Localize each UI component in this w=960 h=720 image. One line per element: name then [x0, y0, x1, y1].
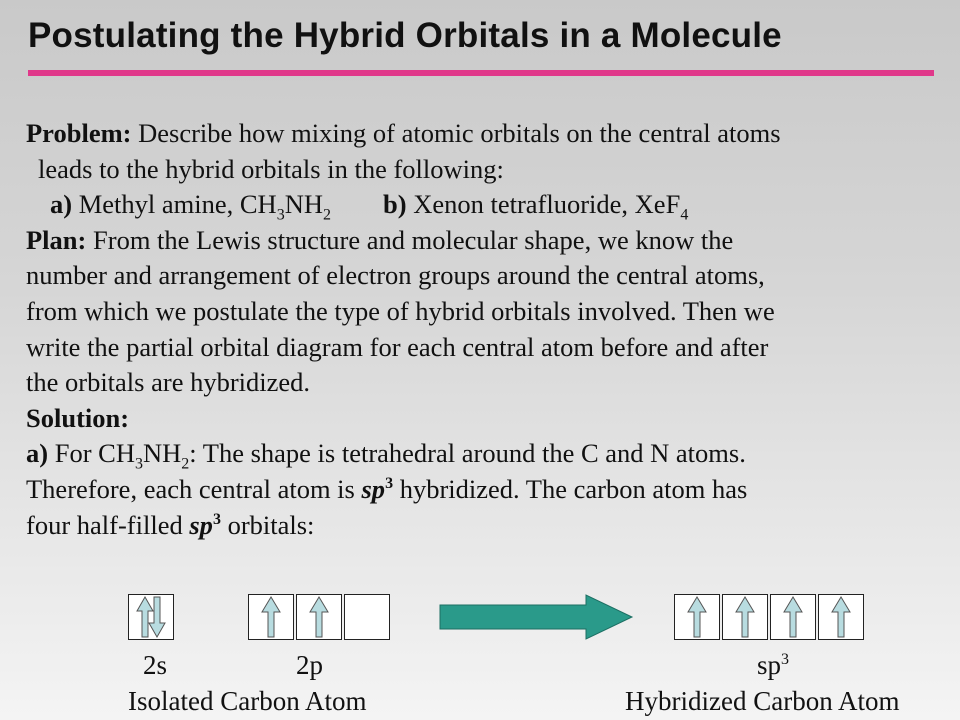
solution-a-sub-2: 2 — [181, 455, 190, 473]
solution-line2-post: hybridized. The carbon atom has — [393, 473, 748, 504]
solution-line2-pre: Therefore, each central atom is — [26, 473, 362, 504]
paired-electrons-icon — [129, 595, 173, 639]
solution-a-label: a) — [26, 438, 49, 469]
slide-body — [26, 116, 941, 543]
problem-text-1: Describe how mixing of atomic orbitals on the central atoms — [131, 118, 781, 148]
problem-line-2 — [26, 152, 941, 188]
plan-line-5 — [26, 365, 941, 401]
solution-line3-sp: sp — [189, 509, 213, 540]
solution-line-1 — [26, 436, 941, 472]
caption-isolated: Isolated Carbon Atom — [128, 686, 367, 716]
up-electron-icon — [819, 595, 863, 639]
label-2s: 2s — [143, 650, 168, 680]
solution-line2-sup: 3 — [385, 475, 394, 493]
problem-b-text: Xenon tetrafluoride, XeF — [406, 189, 681, 220]
orbital-box-2p-1 — [248, 594, 294, 640]
plan-text-5: the orbitals are hybridized. — [26, 367, 311, 398]
plan-text-2: number and arrangement of electron groups around the central atoms, — [26, 260, 765, 291]
problem-a-sub-2: 2 — [322, 206, 331, 224]
plan-line-4 — [26, 330, 941, 366]
orbital-box-2s — [128, 594, 174, 640]
problem-label: Problem: — [26, 118, 132, 148]
label-2p: 2p — [296, 650, 323, 680]
plan-text-1: From the Lewis structure and molecular shape, we know the — [86, 224, 734, 255]
problem-a-label: a) — [50, 189, 73, 220]
up-electron-icon — [297, 595, 341, 639]
solution-a-sub-1: 3 — [134, 455, 143, 473]
orbital-box-sp3-4 — [818, 594, 864, 640]
problem-b-sub: 4 — [680, 206, 689, 224]
solution-line3-pre: four half-filled — [26, 509, 190, 540]
orbital-box-2p-3 — [344, 594, 390, 640]
label-sp3 — [757, 650, 789, 681]
title-underline — [28, 70, 934, 76]
label-sp3-sup: 3 — [781, 651, 790, 668]
orbital-box-sp3-3 — [770, 594, 816, 640]
plan-text-3: from which we postulate the type of hybrid orbitals involved. Then we — [26, 295, 775, 326]
problem-line-3 — [26, 187, 941, 223]
page-title: Postulating the Hybrid Orbitals in a Molecule — [28, 16, 782, 55]
solution-line-2 — [26, 472, 941, 508]
problem-a-text: Methyl amine, CH — [72, 189, 277, 220]
solution-line3-sup: 3 — [212, 510, 221, 528]
plan-text-4: write the partial orbital diagram for each central atom before and after — [26, 331, 769, 362]
hybridization-arrow-icon — [438, 593, 638, 643]
solution-a-text-1: For CH — [48, 438, 135, 469]
orbital-sp3-row — [674, 594, 866, 640]
up-electron-icon — [723, 595, 767, 639]
orbital-box-2p-2 — [296, 594, 342, 640]
orbital-2p-row — [248, 594, 392, 640]
orbital-box-sp3-1 — [674, 594, 720, 640]
solution-line3-post: orbitals: — [220, 509, 315, 540]
up-electron-icon — [771, 595, 815, 639]
up-electron-icon — [675, 595, 719, 639]
plan-line-3 — [26, 294, 941, 330]
plan-label: Plan: — [26, 224, 87, 255]
orbital-2s-row — [128, 594, 176, 640]
problem-line-1 — [26, 116, 941, 152]
up-electron-icon — [249, 595, 293, 639]
plan-line-1 — [26, 223, 941, 259]
solution-line-0 — [26, 401, 941, 437]
label-sp3-text: sp — [757, 650, 782, 680]
problem-b-label: b) — [382, 189, 407, 220]
solution-line2-sp: sp — [361, 473, 386, 504]
plan-line-2 — [26, 258, 941, 294]
caption-hybridized: Hybridized Carbon Atom — [625, 686, 900, 716]
solution-line-3 — [26, 508, 941, 544]
problem-text-2: leads to the hybrid orbitals in the following: — [38, 153, 504, 184]
solution-label: Solution: — [26, 402, 130, 433]
solution-a-text-2: NH — [142, 438, 182, 469]
solution-a-text-3: : The shape is tetrahedral around the C and N atoms. — [189, 438, 746, 469]
orbital-box-sp3-2 — [722, 594, 768, 640]
problem-a-sub-1: 3 — [276, 206, 285, 224]
problem-a-mid: NH — [284, 189, 323, 220]
